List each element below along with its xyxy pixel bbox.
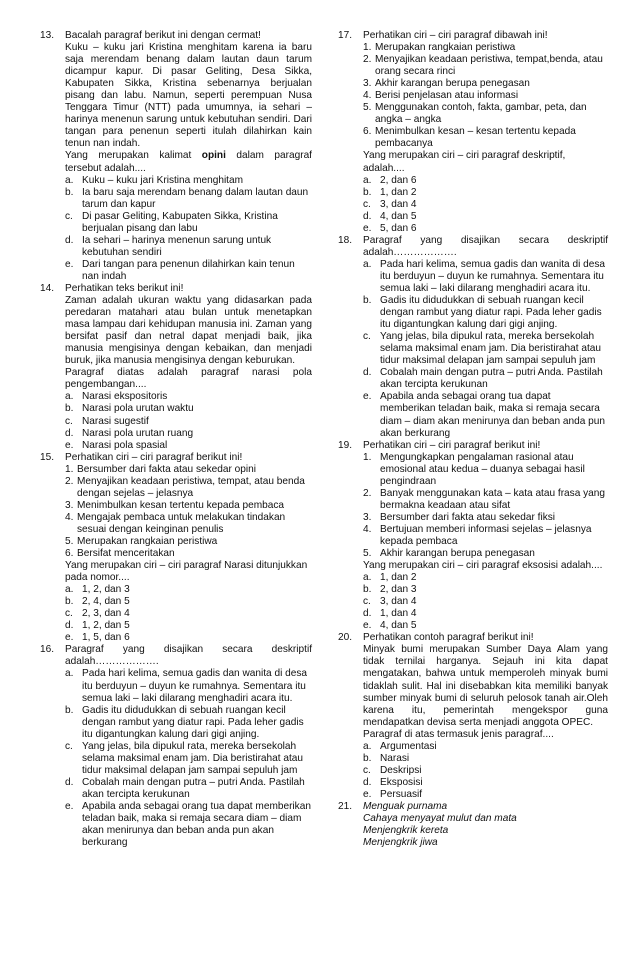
option-c[interactable] (65, 211, 312, 235)
question-prompt: Yang merupakan ciri – ciri paragraf eksosisi adalah.... (363, 560, 603, 572)
item-text: Akhir karangan berupa penegasan (380, 548, 535, 560)
list-item (65, 476, 312, 500)
item-number: 4. (363, 523, 372, 535)
option-letter: a. (65, 584, 74, 596)
poem-title: Menguak purnama (363, 801, 448, 812)
question-prompt (65, 150, 312, 174)
option-text: Gadis itu didudukkan di sebuah ruangan kecil dengan rambut yang diatur rapi. Pada leher gadis itu digantungkan kalung dari gigi anjing. (380, 295, 602, 331)
question-instruction: Perhatikan teks berikut ini! (65, 282, 184, 294)
option-text: Cobalah main dengan putra – putri Anda. Pastilah akan tercipta kerukunan (380, 367, 603, 391)
question-number: 14. (40, 282, 55, 294)
prompt-text: dalam paragraf tersebut adalah.... (65, 150, 312, 174)
question-instruction: Perhatikan ciri – ciri paragraf berikut ini! (65, 451, 243, 463)
option-letter: b. (65, 403, 74, 415)
item-text: Bersumber dari fakta atau sekedar opini (77, 463, 256, 475)
option-text: Eksposisi (380, 776, 423, 788)
poem-line: Menjengkrik jiwa (363, 837, 438, 849)
option-b[interactable] (65, 187, 312, 211)
option-e[interactable] (65, 440, 312, 452)
option-d[interactable] (65, 235, 312, 259)
item-number: 5. (363, 102, 372, 114)
option-letter: b. (363, 584, 372, 596)
option-text: Kuku – kuku jari Kristina menghitam (82, 174, 244, 186)
option-letter: c. (65, 210, 73, 222)
option-b[interactable] (363, 295, 608, 331)
prompt-text: Yang merupakan kalimat (65, 150, 202, 162)
list-item (363, 78, 608, 90)
option-c[interactable] (65, 608, 312, 620)
item-number: 2. (65, 475, 74, 487)
option-e[interactable] (363, 391, 608, 439)
option-letter: c. (65, 740, 73, 752)
item-text: Menimbulkan kesan – kesan tertentu kepada pembacanya (375, 126, 576, 150)
option-d[interactable] (65, 428, 312, 440)
option-letter: b. (65, 186, 74, 198)
option-letter: d. (363, 776, 372, 788)
option-text: 1, dan 2 (380, 572, 417, 584)
option-letter: b. (65, 596, 74, 608)
question-instruction: Perhatikan ciri – ciri paragraf dibawah ini! (363, 30, 548, 41)
option-a[interactable] (65, 668, 312, 704)
option-text: Cobalah main dengan putra – putri Anda. Pastilah akan tercipta kerukunan (82, 776, 305, 800)
option-letter: e. (363, 788, 372, 800)
option-text: Apabila anda sebagai orang tua dapat memberikan teladan baik, maka si remaja secara diam – diam akan menirunya dan beban anda pun akan berkurang (380, 391, 606, 439)
item-number: 5. (65, 535, 74, 547)
option-b[interactable] (363, 753, 608, 765)
option-d[interactable] (363, 777, 608, 789)
question-instruction: Paragraf yang disajikan secara deskriptif adalah………………. (65, 644, 312, 668)
item-number: 6. (363, 126, 372, 138)
list-item (65, 464, 312, 476)
question-17 (338, 30, 608, 235)
option-text: Narasi pola urutan waktu (82, 403, 194, 415)
list-item (363, 512, 608, 524)
question-15 (40, 452, 312, 645)
option-a[interactable] (363, 572, 608, 584)
left-column (40, 30, 312, 849)
question-prompt: Paragraf di atas termasuk jenis paragraf.... (363, 728, 554, 740)
option-d[interactable] (65, 777, 312, 801)
item-number: 1. (65, 463, 74, 475)
option-e[interactable] (65, 801, 312, 849)
option-text: 1, 2, dan 5 (82, 620, 130, 632)
option-text: 3, dan 4 (380, 596, 417, 608)
option-a[interactable] (363, 259, 608, 295)
option-letter: d. (65, 776, 74, 788)
option-b[interactable] (65, 403, 312, 415)
option-a[interactable] (363, 175, 608, 187)
option-letter: c. (363, 596, 371, 608)
question-number: 19. (338, 439, 353, 451)
item-text: Akhir karangan berupa penegasan (375, 78, 530, 90)
question-number: 17. (338, 30, 353, 41)
option-letter: d. (65, 427, 74, 439)
option-b[interactable] (65, 705, 312, 741)
option-text: Argumentasi (380, 740, 437, 752)
option-text: Dari tangan para penenun dilahirkan kain tenun nan indah (82, 258, 295, 282)
question-20 (338, 632, 608, 801)
option-letter: c. (363, 764, 371, 776)
option-text: Narasi (380, 752, 410, 764)
item-number: 2. (363, 487, 372, 499)
list-item (363, 102, 608, 126)
question-instruction: Bacalah paragraf berikut ini dengan cermat! (65, 30, 261, 41)
item-text: Menyajikan keadaan peristiwa, tempat, atau benda dengan sejelas – jelasnya (77, 475, 305, 499)
option-d[interactable] (65, 620, 312, 632)
option-text: 2, dan 3 (380, 584, 417, 596)
option-text: 4, dan 5 (380, 620, 417, 632)
option-text: 2, 4, dan 5 (82, 596, 130, 608)
option-letter: a. (65, 668, 74, 680)
option-text: Deskripsi (380, 764, 422, 776)
option-a[interactable] (65, 391, 312, 403)
option-text: Ia sehari – harinya menenun sarung untuk kebutuhan sendiri (82, 234, 272, 258)
option-text: Yang jelas, bila dipukul rata, mereka bersekolah selama maksimal enam jam. Dia beristirahat atau tidur maksimal delapan jam sampai sepuluh jam (82, 740, 304, 776)
list-item (65, 512, 312, 536)
option-text: Di pasar Geliting, Kabupaten Sikka, Kristina berjualan pisang dan labu (82, 210, 278, 234)
question-21 (338, 801, 608, 849)
option-letter: e. (363, 222, 372, 234)
option-letter: b. (363, 752, 372, 764)
option-letter: a. (363, 740, 372, 752)
item-number: 3. (363, 511, 372, 523)
item-text: Merupakan rangkaian peristiwa (375, 42, 516, 54)
option-letter: a. (65, 174, 74, 186)
question-number: 15. (40, 451, 55, 463)
option-c[interactable] (363, 765, 608, 777)
item-number: 3. (65, 499, 74, 511)
option-text: Narasi pola urutan ruang (82, 427, 194, 439)
item-text: Mengajak pembaca untuk melakukan tindakan sesuai dengan keinginan penulis (77, 511, 286, 535)
option-letter: e. (65, 801, 74, 812)
option-letter: a. (363, 174, 372, 186)
option-letter: a. (65, 391, 74, 403)
option-letter: c. (363, 198, 371, 210)
item-number: 1. (363, 42, 372, 54)
option-text: 2, 3, dan 4 (82, 608, 130, 620)
option-e[interactable] (65, 632, 312, 644)
item-text: Menimbulkan kesan tertentu kepada pembaca (77, 499, 285, 511)
question-prompt: Yang merupakan ciri – ciri paragraf deskriptif, adalah.... (363, 150, 566, 174)
option-text: Persuasif (380, 788, 423, 800)
option-text: Narasi sugestif (82, 415, 149, 427)
option-c[interactable] (65, 416, 312, 428)
option-text: 1, 5, dan 6 (82, 632, 130, 644)
option-c[interactable] (363, 596, 608, 608)
option-text: 3, dan 4 (380, 198, 417, 210)
option-d[interactable] (363, 211, 608, 223)
option-d[interactable] (363, 608, 608, 620)
item-text: Berisi penjelasan atau informasi (375, 90, 519, 102)
option-text: Yang jelas, bila dipukul rata, mereka bersekolah selama maksimal enam jam. Dia beristirahat atau tidur maksimal delapan jam sampai sepuluh jam (380, 331, 602, 367)
question-13 (40, 30, 312, 283)
option-text: Ia baru saja merendam benang dalam lautan daun tarum dan kapur (82, 186, 309, 210)
option-text: 2, dan 6 (380, 174, 417, 186)
option-b[interactable] (65, 596, 312, 608)
item-number: 2. (363, 54, 372, 66)
item-number: 1. (363, 451, 372, 463)
option-text: Narasi ekspositoris (82, 391, 168, 403)
list-item (65, 536, 312, 548)
option-c[interactable] (363, 331, 608, 367)
option-letter: a. (363, 572, 372, 584)
option-a[interactable] (363, 741, 608, 753)
option-text: 4, dan 5 (380, 210, 417, 222)
question-number: 21. (338, 801, 353, 812)
option-e[interactable] (65, 259, 312, 283)
option-e[interactable] (363, 223, 608, 235)
item-number: 3. (363, 78, 372, 90)
item-number: 6. (65, 548, 74, 560)
option-letter: d. (65, 234, 74, 246)
option-text: 5, dan 6 (380, 222, 417, 234)
option-text: 1, dan 2 (380, 186, 417, 198)
item-text: Merupakan rangkaian peristiwa (77, 535, 218, 547)
option-text: Pada hari kelima, semua gadis dan wanita di desa itu berduyun – duyun ke rumahnya. Sementara itu semua laki – laki dilarang menghadiri acara itu. (82, 668, 307, 704)
option-text: Narasi pola spasial (82, 439, 168, 451)
item-text: Bersumber dari fakta atau sekedar fiksi (380, 511, 556, 523)
question-passage: Minyak bumi merupakan Sumber Daya Alam yang tidak ternilai harganya. Sejauh ini kita dapat mengatakan, bahwa untuk memperoleh minyak bumi tidaklah sulit. Hal ini disebabkan kita memiliki banyak sumber minyak bumi di seluruh pelosok tanah air.Oleh karena itu, pemerintah mengekspor guna mendapatkan devisa serta menjadi anggota OPEC. (363, 644, 608, 728)
option-letter: e. (65, 632, 74, 644)
item-number: 5. (363, 548, 372, 560)
option-letter: d. (363, 367, 372, 379)
list-item (363, 548, 608, 560)
question-number: 16. (40, 644, 55, 656)
item-text: Mengungkapkan pengalaman rasional atau emosional atau kedua – duanya sebagai hasil pengindraan (380, 451, 585, 487)
option-b[interactable] (363, 584, 608, 596)
question-prompt: Yang merupakan ciri – ciri paragraf Narasi ditunjukkan pada nomor.... (65, 560, 308, 584)
option-letter: c. (65, 608, 73, 620)
option-letter: e. (65, 258, 74, 270)
option-e[interactable] (363, 789, 608, 801)
option-letter: e. (363, 391, 372, 403)
list-item (363, 452, 608, 488)
question-passage: Zaman adalah ukuran waktu yang didasarkan pada peredaran matahari atau bulan untuk menetapkan masa lampau dari kehidupan manusia ini. Zaman yang bersifat pasif dan netral dapat menjadi baik, jika manusia mengisinya dengan kebaikan, dan menjadi buruk, jika manusia mengisinya dengan keburukan. (65, 295, 312, 367)
question-18 (338, 235, 608, 440)
item-text: Menyajikan keadaan peristiwa, tempat,benda, atau orang secara rinci (375, 54, 603, 78)
question-19 (338, 440, 608, 633)
question-number: 18. (338, 234, 353, 246)
item-number: 4. (65, 511, 74, 523)
poem-line: Cahaya menyayat mulut dan mata (363, 813, 517, 825)
question-number: 13. (40, 30, 55, 41)
question-prompt: Paragraf diatas adalah paragraf narasi pola pengembangan.... (65, 367, 312, 391)
option-c[interactable] (65, 741, 312, 777)
option-letter: c. (65, 415, 73, 427)
option-d[interactable] (363, 367, 608, 391)
item-text: Bertujuan memberi informasi sejelas – jelasnya kepada pembaca (380, 523, 592, 547)
option-text: 1, dan 4 (380, 608, 417, 620)
option-letter: d. (363, 608, 372, 620)
option-c[interactable] (363, 199, 608, 211)
poem-line: Menjengkrik kereta (363, 825, 449, 837)
option-letter: b. (363, 186, 372, 198)
option-text: Pada hari kelima, semua gadis dan wanita di desa itu berduyun – duyun ke rumahnya. Sementara itu semua laki – laki dilarang menghadiri acara itu. (380, 258, 605, 294)
option-text: Gadis itu didudukkan di sebuah ruangan kecil dengan rambut yang diatur rapi. Pada leher gadis itu digantungkan kalung dari gigi anjing. (82, 704, 304, 740)
option-letter: e. (65, 439, 74, 451)
item-text: Menggunakan contoh, fakta, gambar, peta, dan angka – angka (375, 102, 587, 126)
option-text: 1, 2, dan 3 (82, 584, 130, 596)
option-letter: b. (363, 295, 372, 307)
question-passage: Kuku – kuku jari Kristina menghitam karena ia baru saja merendam benang dalam lautan daun tarum dicampur kapur. Di pasar Geliting, Desa Sikka, Kabupaten Sikka, Kristina sebenarnya berjualan pisang dan labu. Namun, seperti perempuan Nusa Tenggara Timur (NTT) pada umumnya, ia sehari – harinya menenun sarung untuk kebutuhan sendiri. Dari tangan para penenun seperti itulah dilahirkan kain tenun nan indah. (65, 42, 312, 150)
item-text: Banyak menggunakan kata – kata atau frasa yang bermakna keadaan atau sifat (380, 487, 606, 511)
list-item (363, 126, 608, 150)
option-b[interactable] (363, 187, 608, 199)
list-item (65, 500, 312, 512)
prompt-emphasis: opini (201, 150, 226, 162)
item-text: Bersifat menceritakan (77, 548, 175, 560)
option-a[interactable] (65, 584, 312, 596)
question-number: 20. (338, 632, 353, 644)
list-item (363, 488, 608, 512)
option-e[interactable] (363, 620, 608, 632)
question-14 (40, 283, 312, 452)
list-item (363, 524, 608, 548)
option-letter: c. (363, 331, 371, 343)
question-16 (40, 644, 312, 849)
right-column (338, 30, 608, 849)
question-instruction: Perhatikan contoh paragraf berikut ini! (363, 632, 534, 644)
option-letter: d. (363, 210, 372, 222)
option-a[interactable] (65, 175, 312, 187)
option-text: Apabila anda sebagai orang tua dapat memberikan teladan baik, maka si remaja secara diam – diam akan menirunya dan beban anda pun akan berkurang (82, 801, 311, 849)
list-item (363, 42, 608, 54)
question-instruction: Perhatikan ciri – ciri paragraf berikut ini! (363, 439, 541, 451)
option-letter: a. (363, 258, 372, 270)
option-letter: b. (65, 704, 74, 716)
list-item (65, 548, 312, 560)
list-item (363, 90, 608, 102)
option-letter: e. (363, 620, 372, 632)
list-item (363, 54, 608, 78)
option-letter: d. (65, 620, 74, 632)
question-instruction: Paragraf yang disajikan secara deskriptif adalah………………. (363, 234, 608, 258)
item-number: 4. (363, 90, 372, 102)
